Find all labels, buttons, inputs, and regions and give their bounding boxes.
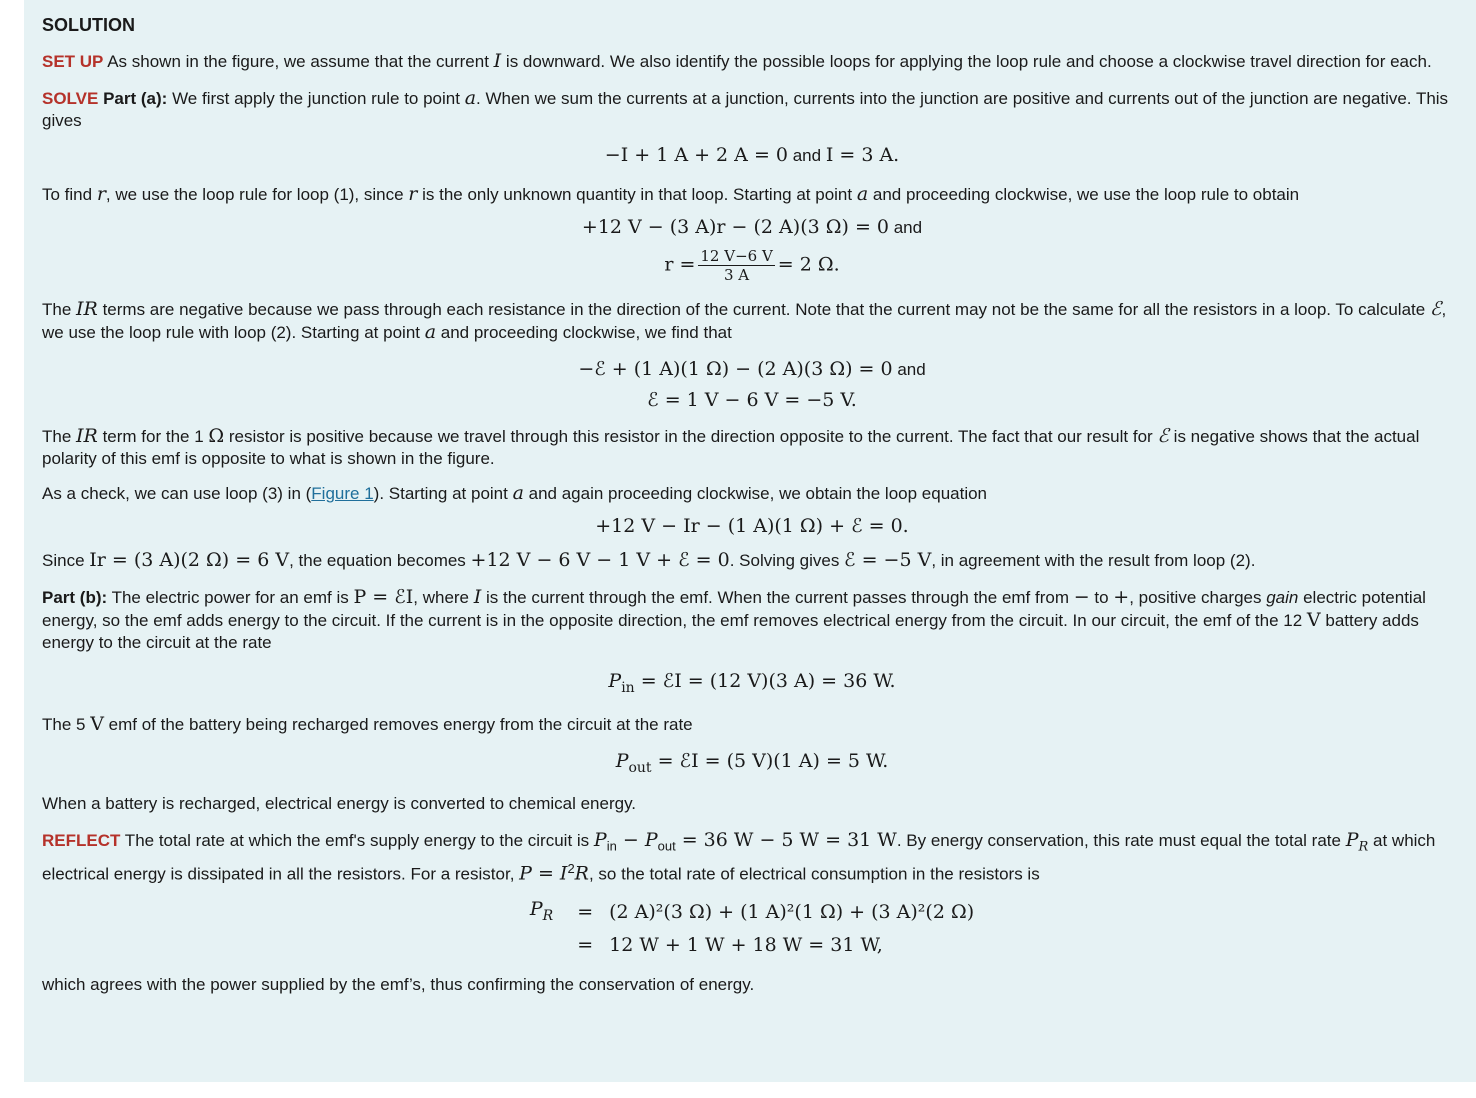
- equation-emf-result: ℰ = 1 V − 6 V = −5 V.: [647, 389, 857, 411]
- final-paragraph: which agrees with the power supplied by the emf’s, thus confirming the conservation of energy.: [42, 975, 755, 995]
- equation-loop3: +12 V − Ir − (1 A)(1 Ω) + ℰ = 0.: [595, 515, 909, 537]
- equation-power-out: $P_{out}$ = ℰI = (5 V)(1 A) = 5 W.: [615, 749, 889, 776]
- solution-title: SOLUTION: [42, 15, 135, 35]
- solution-panel: [24, 0, 1476, 1082]
- positive-term-paragraph: The IR term for the 1 Ω resistor is positive because we travel through this resistor in the direction opposite to the current. The fact that our result for ℰ is negative shows that the actual polarity of this emf is opposite to what is shown in the figure.: [42, 425, 1420, 468]
- equation-resistor-power: $P_R$ = (2 A)²(3 Ω) + (1 A)²(1 Ω) + (3 A)²(2 Ω) = 12 W + 1 W + 18 W = 31 W,: [529, 897, 975, 957]
- equation-junction: −I + 1 A + 2 A = 0 and I = 3 A.: [604, 144, 900, 166]
- setup-paragraph: SET UP As shown in the figure, we assume that the current I is downward. We also identify the possible loops for applying the loop rule and choose a clockwise travel direction for each.: [42, 50, 1432, 72]
- equation-r-fraction: r = $\frac{12 V-6 V}{3 A}$ = 2 Ω.: [664, 247, 840, 284]
- solve-tag: SOLVE: [42, 89, 99, 108]
- ir-terms-paragraph: The IR terms are negative because we pass through each resistance in the direction of the current. Note that the current may not be the same for all the resistors in a loop. To calculate ℰ, we use the loop rule with loop (2). Starting at point a and proceeding clockwise, we find that: [42, 298, 1447, 343]
- reflect-tag: REFLECT: [42, 830, 121, 850]
- equation-power-in: $P_{in}$ = ℰI = (12 V)(3 A) = 36 W.: [608, 670, 896, 696]
- part-a-label: Part (a):: [98, 89, 168, 108]
- part-b-label: Part (b):: [42, 588, 108, 607]
- setup-tag: SET UP: [42, 52, 104, 71]
- five-volt-paragraph: The 5 V emf of the battery being recharged removes energy from the circuit at the rate: [42, 712, 693, 735]
- check-paragraph: As a check, we can use loop (3) in (Figure 1). Starting at point a and again proceeding clockwise, we obtain the loop equation: [42, 482, 988, 504]
- find-r-paragraph: To find r, we use the loop rule for loop (1), since r is the only unknown quantity in that loop. Starting at point a and proceeding clockwise, we use the loop rule to obtain: [42, 183, 1300, 205]
- solve-paragraph: SOLVE Part (a): We first apply the junction rule to point a. When we sum the currents at a junction, currents into the junction are positive and currents out of the junction are negative. This gives: [42, 87, 1449, 130]
- reflect-paragraph: REFLECT The total rate at which the emf's supply energy to the circuit is $P_{in} - P_{out} = 36$ W − 5 W = 31 W. By energy conservation, this rate must equal the total rate $P_R$ at which electrical energy is dissipated in all the resistors. For a resistor, $P = I^2R$, so the total rate of electrical consumption in the resistors is: [42, 828, 1436, 885]
- since-paragraph: Since Ir = (3 A)(2 Ω) = 6 V, the equation becomes +12 V − 6 V − 1 V + ℰ = 0. Solving gives ℰ = −5 V, in agreement with the result from loop (2).: [42, 549, 1256, 571]
- fraction: $\frac{12 V-6 V}{3 A}$: [700, 247, 773, 284]
- solution-content: [42, 14, 1462, 1010]
- figure-1-link[interactable]: Figure 1: [311, 484, 374, 503]
- part-b-paragraph: Part (b): The electric power for an emf is P = ℰI, where I is the current through the emf. When the current passes through the emf from − to +, positive charges gain electric potential energy, so the emf adds energy to the circuit. If the current is in the opposite direction, the emf removes electrical energy from the circuit. In our circuit, the emf of the 12 V battery adds energy to the circuit at the rate: [42, 586, 1426, 652]
- equation-loop2: −ℰ + (1 A)(1 Ω) − (2 A)(3 Ω) = 0 and: [578, 358, 926, 380]
- chemical-energy-paragraph: When a battery is recharged, electrical energy is converted to chemical energy.: [42, 793, 637, 813]
- equation-loop1: +12 V − (3 A)r − (2 A)(3 Ω) = 0 and: [581, 216, 923, 238]
